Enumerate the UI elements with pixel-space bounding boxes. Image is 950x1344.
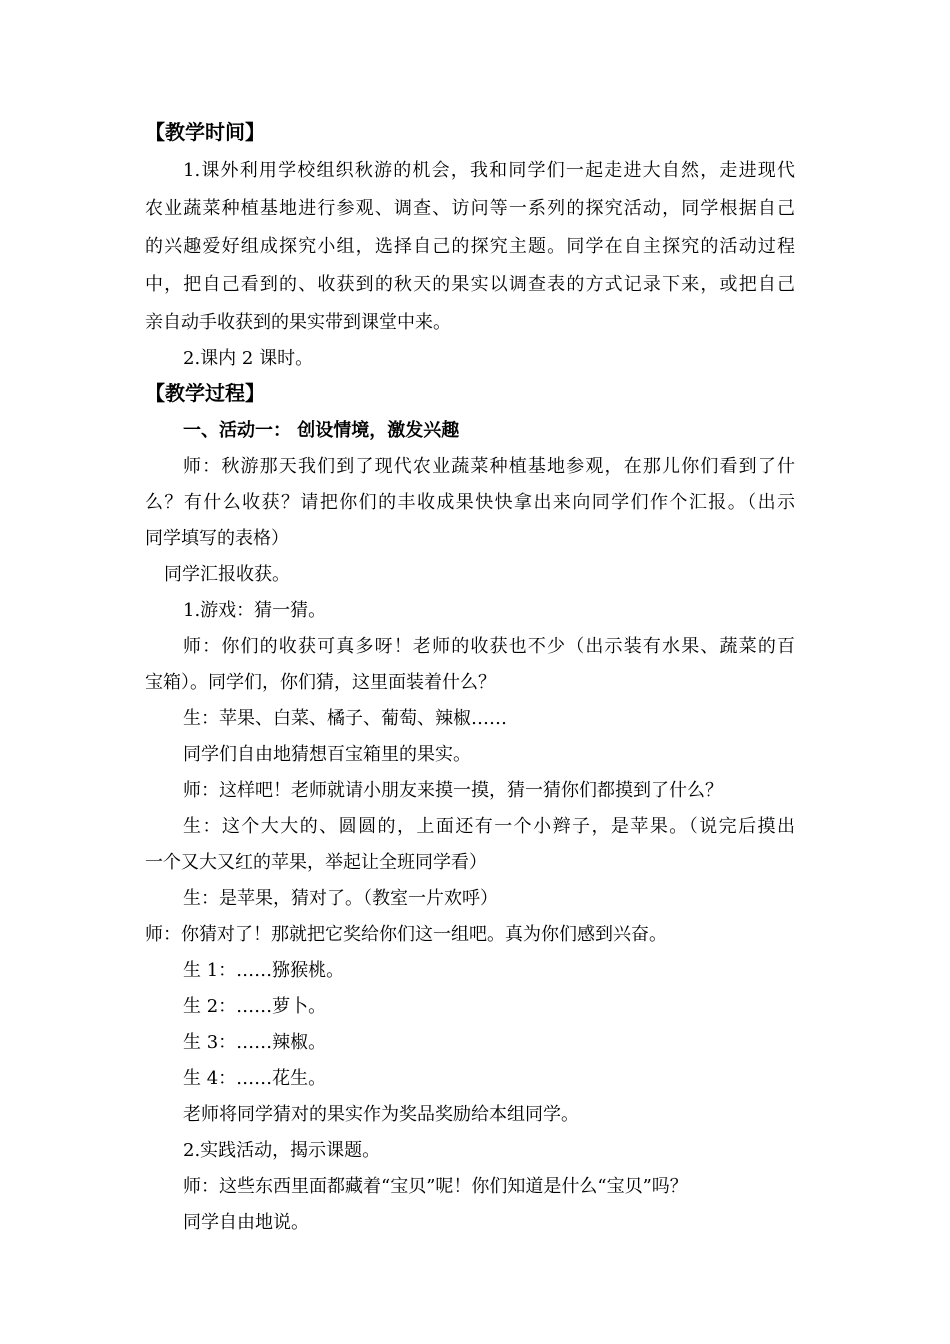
paragraph-line: 生：这个大大的、圆圆的，上面还有一个小辫子，是苹果。（说完后摸出: [183, 816, 795, 837]
paragraph-line: 宝箱）。同学们，你们猜，这里面装着什么？: [145, 672, 496, 693]
paragraph-line: 生 2：……萝卜。: [183, 996, 327, 1017]
paragraph-line: 师：你猜对了！那就把它奖给你们这一组吧。真为你们感到兴奋。: [145, 924, 667, 945]
paragraph-line: 师：你们的收获可真多呀！老师的收获也不少（出示装有水果、蔬菜的百: [183, 636, 795, 657]
paragraph-line: 师：秋游那天我们到了现代农业蔬菜种植基地参观，在那儿你们看到了什: [183, 456, 795, 477]
paragraph-line: 1.课外利用学校组织秋游的机会，我和同学们一起走进大自然，走进现代: [183, 160, 795, 181]
paragraph-line: 同学们自由地猜想百宝箱里的果实。: [183, 744, 471, 765]
paragraph-line: 生 1：……猕猴桃。: [183, 960, 345, 981]
paragraph-line: 亲自动手收获到的果实带到课堂中来。: [145, 312, 451, 333]
paragraph-line: 生：是苹果，猜对了。（教室一片欢呼）: [183, 888, 498, 909]
section-heading-teaching-time: 【教学时间】: [145, 120, 265, 144]
paragraph-line: 生 3：……辣椒。: [183, 1032, 327, 1053]
paragraph-line: 同学填写的表格）: [145, 528, 289, 549]
subsection-title: 1.游戏：猜一猜。: [183, 600, 327, 621]
subsection-title: 2.实践活动，揭示课题。: [183, 1140, 381, 1161]
paragraph-line: 的兴趣爱好组成探究小组，选择自己的探究主题。同学在自主探究的活动过程: [145, 236, 795, 257]
section-heading-teaching-process: 【教学过程】: [145, 381, 265, 405]
paragraph-line: 一个又大又红的苹果，举起让全班同学看）: [145, 852, 487, 873]
activity-title: 一、活动一： 创设情境，激发兴趣: [183, 420, 460, 441]
paragraph-line: 么？有什么收获？请把你们的丰收成果快快拿出来向同学们作个汇报。（出示: [145, 492, 795, 513]
paragraph-line: 中，把自己看到的、收获到的秋天的果实以调查表的方式记录下来，或把自己: [145, 274, 795, 295]
paragraph-line: 2.课内 2 课时。: [183, 348, 314, 369]
paragraph-line: 同学自由地说。: [183, 1212, 309, 1233]
paragraph-line: 同学汇报收获。: [164, 564, 290, 585]
paragraph-line: 农业蔬菜种植基地进行参观、调查、访问等一系列的探究活动，同学根据自己: [145, 198, 795, 219]
paragraph-line: 生 4：……花生。: [183, 1068, 327, 1089]
paragraph-line: 师：这样吧！老师就请小朋友来摸一摸，猜一猜你们都摸到了什么？: [183, 780, 723, 801]
paragraph-line: 生：苹果、白菜、橘子、葡萄、辣椒……: [183, 708, 507, 729]
paragraph-line: 师：这些东西里面都藏着“宝贝”呢！你们知道是什么“宝贝”吗？: [183, 1176, 688, 1197]
paragraph-line: 老师将同学猜对的果实作为奖品奖励给本组同学。: [183, 1104, 579, 1125]
